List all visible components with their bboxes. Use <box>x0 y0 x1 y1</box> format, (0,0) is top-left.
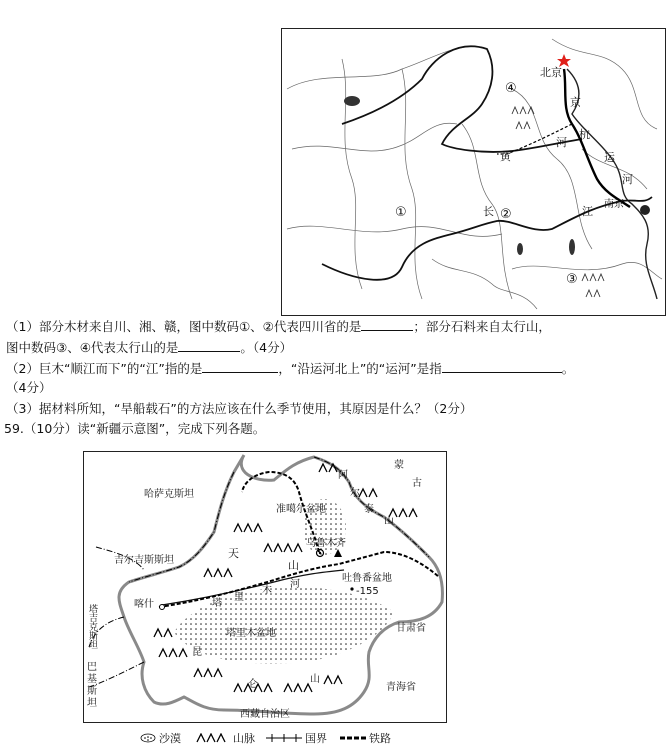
label-tianshan-2: 山 <box>288 559 299 572</box>
label-qinghai: 青海省 <box>386 682 416 693</box>
marker-2: ② <box>500 207 512 222</box>
label-he: 河 <box>556 136 567 149</box>
border-line-icon <box>266 733 302 743</box>
q2-text-a: （2）巨木“顺江而下”的“江”指的是 <box>6 361 203 376</box>
legend-desert <box>140 730 181 746</box>
label-tibet: 西藏自治区 <box>240 709 290 720</box>
label-turpan-elev: -155 <box>356 586 379 597</box>
label-altai-3: 泰 <box>364 504 374 515</box>
q2-blank-1[interactable] <box>202 360 278 373</box>
legend-border <box>266 730 327 746</box>
map-legend <box>140 729 440 745</box>
label-altai-1: 阿 <box>338 470 348 481</box>
label-altai-2: 尔 <box>350 488 360 499</box>
label-pakistan-3: 斯 <box>87 686 97 697</box>
q1-line2 <box>6 339 292 355</box>
label-kyrgyzstan: 吉尔吉斯斯坦 <box>114 555 174 566</box>
label-gansu: 甘肃省 <box>396 623 426 634</box>
label-tarim-river-1: 塔 <box>212 598 222 609</box>
legend-desert-label: 沙漠 <box>159 732 181 745</box>
label-canal-yun: 运 <box>604 151 615 164</box>
xinjiang-map <box>83 451 447 723</box>
label-tarim-river-2: 里 <box>234 592 244 603</box>
label-mongolia-2: 古 <box>412 478 422 489</box>
q1-text-c: 图中数码③、④代表太行山的是 <box>6 340 179 355</box>
q1-blank-2[interactable] <box>178 339 240 352</box>
q1-text-d: 。（4分） <box>240 340 293 355</box>
q1-text-a: （1）部分木材来自川、湘、赣，图中数码①、②代表四川省的是 <box>6 319 362 334</box>
label-nanjing: 南京 <box>604 199 624 210</box>
legend-railway <box>340 730 391 746</box>
marker-3: ③ <box>566 272 578 287</box>
china-map-drawing <box>282 29 665 315</box>
marker-1: ① <box>395 205 407 220</box>
label-tajikistan: 塔吉克斯坦 <box>87 604 97 649</box>
mountain-range-icon <box>196 733 230 743</box>
legend-border-label: 国界 <box>305 732 327 745</box>
label-kunlun-1: 昆 <box>192 647 202 658</box>
label-tarim-river-3: 木 <box>262 585 272 596</box>
label-canal-jing: 京 <box>570 96 581 109</box>
label-pakistan-2: 基 <box>87 674 97 685</box>
q3-line: （3）据材料所知，“旱船载石”的方法应该在什么季节使用，其原因是什么？（2分） <box>6 401 473 416</box>
label-tarim-basin: 塔里木盆地 <box>226 628 276 639</box>
legend-mountain <box>196 730 255 746</box>
label-altai-4: 山 <box>384 516 394 527</box>
legend-mountain-label: 山脉 <box>233 732 255 745</box>
label-urumqi: 乌鲁木齐 <box>306 538 346 549</box>
label-kazakhstan: 哈萨克斯坦 <box>144 489 194 500</box>
q2-text-b: ，“沿运河北上”的“运河”是指 <box>278 361 442 376</box>
q1-text-b: ；部分石料来自太行山， <box>413 319 551 334</box>
q2-line2: （4分） <box>6 380 52 395</box>
q2-text-c: 。 <box>561 361 575 376</box>
label-junggar: 准噶尔盆地 <box>276 504 326 515</box>
label-tianshan-1: 天 <box>228 547 239 560</box>
label-canal-hang: 杭 <box>579 128 590 141</box>
desert-icon <box>140 733 156 743</box>
label-pakistan-4: 坦 <box>87 698 97 709</box>
label-huang: 黄 <box>500 150 511 163</box>
q1-blank-1[interactable] <box>361 318 413 331</box>
q59-title: 59.（10分）读“新疆示意图”，完成下列各题。 <box>4 421 266 436</box>
label-kunlun-2: 仑 <box>248 679 258 690</box>
q2-blank-2[interactable] <box>442 360 562 373</box>
label-kashgar: 喀什 <box>134 599 154 610</box>
label-beijing: 北京 <box>540 66 562 79</box>
label-canal-he: 河 <box>622 173 633 186</box>
q2-line1 <box>6 360 574 376</box>
legend-railway-label: 铁路 <box>369 732 391 745</box>
label-kunlun-3: 山 <box>310 674 320 685</box>
q1-line1 <box>6 318 551 334</box>
china-canal-map <box>281 28 666 316</box>
label-turpan: 吐鲁番盆地 <box>342 573 392 584</box>
marker-4: ④ <box>505 81 517 96</box>
label-tarim-river-4: 河 <box>290 579 300 590</box>
label-jiang: 江 <box>582 205 593 218</box>
label-pakistan-1: 巴 <box>87 662 97 673</box>
label-chang: 长 <box>483 205 494 218</box>
label-mongolia-1: 蒙 <box>394 460 404 471</box>
railway-icon <box>340 733 366 743</box>
